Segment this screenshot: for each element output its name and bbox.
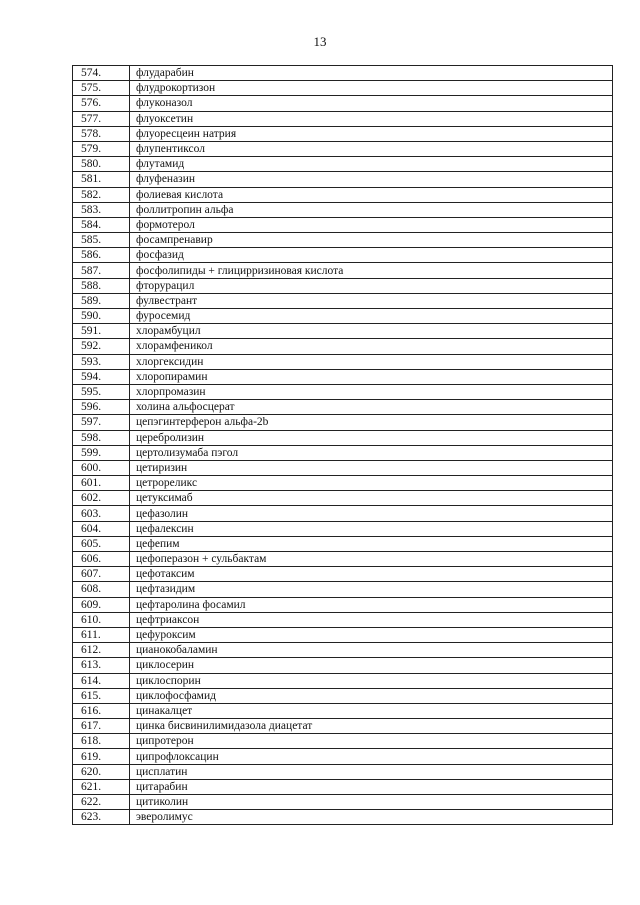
table-row [73,96,613,111]
drug-name: цефтазидим [130,582,613,597]
table-row [73,324,613,339]
row-number: 580. [73,157,130,172]
table-row [73,400,613,415]
drug-name: цефалексин [130,521,613,536]
table-row [73,779,613,794]
row-number: 577. [73,111,130,126]
table-row [73,643,613,658]
drug-name: формотерол [130,217,613,232]
row-number: 576. [73,96,130,111]
table-row [73,491,613,506]
table-row [73,233,613,248]
drug-name: цисплатин [130,764,613,779]
table-row [73,111,613,126]
table-row [73,582,613,597]
drug-name: фолиевая кислота [130,187,613,202]
table-row [73,567,613,582]
table-row [73,187,613,202]
row-number: 616. [73,703,130,718]
row-number: 594. [73,369,130,384]
row-number: 593. [73,354,130,369]
table-row [73,612,613,627]
table-row [73,627,613,642]
drug-name: цианокобаламин [130,643,613,658]
table-row [73,445,613,460]
drug-name: фосампренавир [130,233,613,248]
row-number: 590. [73,309,130,324]
row-number: 614. [73,673,130,688]
table-row [73,460,613,475]
drug-name: цитиколин [130,795,613,810]
drug-name: цитарабин [130,779,613,794]
row-number: 605. [73,536,130,551]
drug-name: цепэгинтерферон альфа-2b [130,415,613,430]
row-number: 600. [73,460,130,475]
drug-name: хлорамфеникол [130,339,613,354]
page-number: 13 [313,34,327,49]
drug-name: цетуксимаб [130,491,613,506]
row-number: 618. [73,734,130,749]
table-row [73,81,613,96]
drug-list-body [73,66,613,825]
row-number: 588. [73,278,130,293]
table-row [73,126,613,141]
row-number: 578. [73,126,130,141]
table-row [73,415,613,430]
table-row [73,384,613,399]
table-row [73,339,613,354]
drug-name: холина альфосцерат [130,400,613,415]
drug-name: флуфеназин [130,172,613,187]
table-row [73,795,613,810]
row-number: 587. [73,263,130,278]
drug-name: флудрокортизон [130,81,613,96]
drug-name: хлорамбуцил [130,324,613,339]
drug-list-table [72,65,613,825]
row-number: 598. [73,430,130,445]
row-number: 579. [73,141,130,156]
row-number: 607. [73,567,130,582]
row-number: 619. [73,749,130,764]
drug-name: фуросемид [130,309,613,324]
row-number: 623. [73,810,130,825]
table-row [73,810,613,825]
drug-name: цефоперазон + сульбактам [130,552,613,567]
row-number: 599. [73,445,130,460]
table-row [73,66,613,81]
row-number: 592. [73,339,130,354]
drug-name: хлоргексидин [130,354,613,369]
table-row [73,263,613,278]
table-row [73,719,613,734]
row-number: 606. [73,552,130,567]
drug-name: флуконазол [130,96,613,111]
row-number: 609. [73,597,130,612]
table-row [73,248,613,263]
table-row [73,597,613,612]
drug-name: циклоспорин [130,673,613,688]
drug-name: хлоропирамин [130,369,613,384]
table-row [73,688,613,703]
table-row [73,703,613,718]
drug-name: флупентиксол [130,141,613,156]
row-number: 582. [73,187,130,202]
table-row [73,749,613,764]
table-row [73,734,613,749]
drug-name: эверолимус [130,810,613,825]
row-number: 581. [73,172,130,187]
drug-name: фторурацил [130,278,613,293]
table-row [73,157,613,172]
table-row [73,764,613,779]
drug-name: фулвестрант [130,293,613,308]
table-row [73,202,613,217]
drug-name: флуоресцеин натрия [130,126,613,141]
drug-name: цефуроксим [130,627,613,642]
drug-name: фосфолипиды + глицирризиновая кислота [130,263,613,278]
drug-name: цинка бисвинилимидазола диацетат [130,719,613,734]
table-row [73,217,613,232]
row-number: 574. [73,66,130,81]
drug-name: цефазолин [130,506,613,521]
row-number: 589. [73,293,130,308]
drug-name: цетиризин [130,460,613,475]
drug-name: цефтаролина фосамил [130,597,613,612]
drug-name: цефотаксим [130,567,613,582]
row-number: 611. [73,627,130,642]
table-row [73,293,613,308]
drug-name: цетрореликс [130,476,613,491]
table-row [73,476,613,491]
row-number: 617. [73,719,130,734]
drug-name: ципротерон [130,734,613,749]
drug-name: флутамид [130,157,613,172]
drug-name: цинакалцет [130,703,613,718]
row-number: 610. [73,612,130,627]
table-row [73,673,613,688]
table-row [73,506,613,521]
table-row [73,172,613,187]
table-row [73,278,613,293]
row-number: 595. [73,384,130,399]
row-number: 597. [73,415,130,430]
table-row [73,141,613,156]
drug-name: фоллитропин альфа [130,202,613,217]
row-number: 602. [73,491,130,506]
drug-name: цертолизумаба пэгол [130,445,613,460]
row-number: 613. [73,658,130,673]
row-number: 583. [73,202,130,217]
row-number: 591. [73,324,130,339]
row-number: 620. [73,764,130,779]
table-row [73,521,613,536]
drug-name: цефтриаксон [130,612,613,627]
drug-name: флударабин [130,66,613,81]
row-number: 596. [73,400,130,415]
drug-name: циклофосфамид [130,688,613,703]
table-row [73,658,613,673]
row-number: 603. [73,506,130,521]
row-number: 615. [73,688,130,703]
drug-name: церебролизин [130,430,613,445]
row-number: 584. [73,217,130,232]
drug-name: цефепим [130,536,613,551]
table-row [73,309,613,324]
row-number: 612. [73,643,130,658]
table-row [73,354,613,369]
row-number: 601. [73,476,130,491]
drug-name: ципрофлоксацин [130,749,613,764]
table-row [73,369,613,384]
table-row [73,552,613,567]
row-number: 586. [73,248,130,263]
row-number: 622. [73,795,130,810]
drug-name: хлорпромазин [130,384,613,399]
drug-name: фосфазид [130,248,613,263]
table-row [73,430,613,445]
row-number: 604. [73,521,130,536]
drug-name: циклосерин [130,658,613,673]
table-row [73,536,613,551]
row-number: 608. [73,582,130,597]
row-number: 575. [73,81,130,96]
row-number: 621. [73,779,130,794]
row-number: 585. [73,233,130,248]
drug-name: флуоксетин [130,111,613,126]
